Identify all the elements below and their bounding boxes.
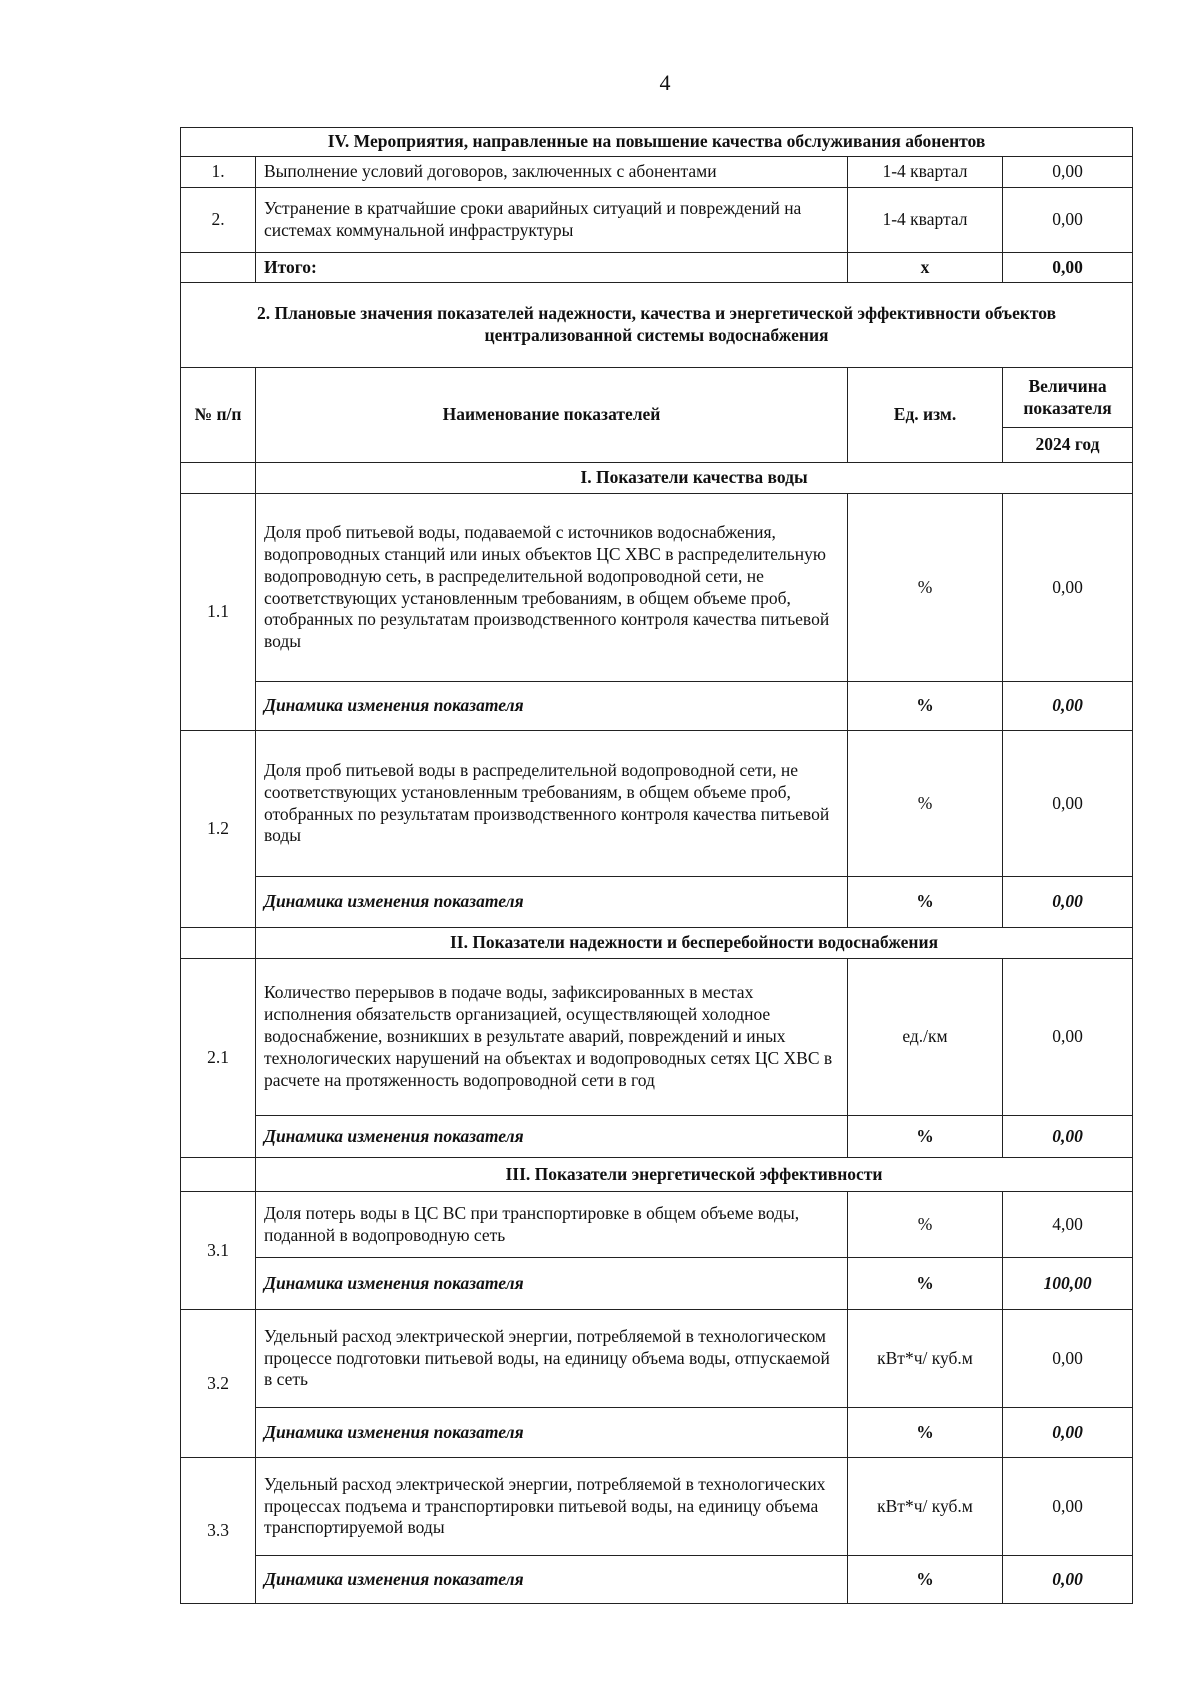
row-name: Выполнение условий договоров, заключенных с абонентами <box>256 157 848 188</box>
group-title-row <box>181 463 1133 494</box>
dynamics-value: 0,00 <box>1003 1556 1133 1604</box>
item-number: 3.3 <box>181 1458 256 1604</box>
dynamics-unit: % <box>848 682 1003 731</box>
row-value: 0,00 <box>1003 188 1133 253</box>
dynamics-value: 0,00 <box>1003 877 1133 928</box>
item-name: Доля проб питьевой воды в распределительной водопроводной сети, не соответствующих установленным требованиям, в общем объеме проб, отобранных по результатам производственного контроля качества питьевой воды <box>256 731 848 877</box>
item-name: Количество перерывов в подаче воды, зафиксированных в местах исполнения обязательств организацией, осуществляющей холодное водоснабжение, возникших в результате аварий, повреждений и иных технологических нарушений на объектах и водопроводных сетях ЦС ХВС в расчете на протяженность водопроводной сети в год <box>256 959 848 1116</box>
item-name: Доля проб питьевой воды, подаваемой с источников водоснабжения, водопроводных станций или иных объектов ЦС ХВС в распределительную водопроводную сеть, в распределительной водопроводной сети, не соответствующих установленным требованиям, в общем объеме проб, отобранных по результатам производственного контроля качества питьевой воды <box>256 494 848 682</box>
table-row <box>181 1192 1133 1258</box>
section-2-title-row <box>181 283 1133 368</box>
section-2-title: 2. Плановые значения показателей надежности, качества и энергетической эффективности объектов централизованной системы водоснабжения <box>181 283 1133 368</box>
item-value: 0,00 <box>1003 959 1133 1116</box>
total-value: 0,00 <box>1003 253 1133 283</box>
dynamics-label: Динамика изменения показателя <box>256 1408 848 1458</box>
dynamics-row <box>181 1408 1133 1458</box>
total-label: Итого: <box>256 253 848 283</box>
dynamics-label: Динамика изменения показателя <box>256 1258 848 1310</box>
item-unit: ед./км <box>848 959 1003 1116</box>
item-unit: % <box>848 731 1003 877</box>
item-value: 0,00 <box>1003 1458 1133 1556</box>
group-title: II. Показатели надежности и бесперебойности водоснабжения <box>256 928 1133 959</box>
header-row <box>181 368 1133 428</box>
item-value: 0,00 <box>1003 731 1133 877</box>
dynamics-label: Динамика изменения показателя <box>256 1556 848 1604</box>
dynamics-label: Динамика изменения показателя <box>256 877 848 928</box>
header-value: Величина показателя <box>1003 368 1133 428</box>
table-row <box>181 157 1133 188</box>
dynamics-value: 0,00 <box>1003 1408 1133 1458</box>
group-title-row <box>181 928 1133 959</box>
group-title: I. Показатели качества воды <box>256 463 1133 494</box>
indicators-table <box>180 127 1133 1604</box>
total-empty-cell <box>181 253 256 283</box>
row-number: 2. <box>181 188 256 253</box>
item-unit: кВт*ч/ куб.м <box>848 1310 1003 1408</box>
header-unit: Ед. изм. <box>848 368 1003 463</box>
row-period: 1-4 квартал <box>848 188 1003 253</box>
dynamics-row <box>181 877 1133 928</box>
row-period: 1-4 квартал <box>848 157 1003 188</box>
dynamics-row <box>181 682 1133 731</box>
group-empty-cell <box>181 463 256 494</box>
row-name: Устранение в кратчайшие сроки аварийных ситуаций и повреждений на системах коммунальной инфраструктуры <box>256 188 848 253</box>
item-unit: кВт*ч/ куб.м <box>848 1458 1003 1556</box>
dynamics-value: 100,00 <box>1003 1258 1133 1310</box>
item-name: Удельный расход электрической энергии, потребляемой в технологических процессах подъема и транспортировки питьевой воды, на единицу объема транспортируемой воды <box>256 1458 848 1556</box>
dynamics-row <box>181 1556 1133 1604</box>
table-row <box>181 731 1133 877</box>
dynamics-unit: % <box>848 1556 1003 1604</box>
item-name: Удельный расход электрической энергии, потребляемой в технологическом процессе подготовки питьевой воды, на единицу объема воды, отпускаемой в сеть <box>256 1310 848 1408</box>
row-number: 1. <box>181 157 256 188</box>
dynamics-value: 0,00 <box>1003 1116 1133 1158</box>
header-number: № п/п <box>181 368 256 463</box>
row-value: 0,00 <box>1003 157 1133 188</box>
item-number: 3.2 <box>181 1310 256 1458</box>
dynamics-unit: % <box>848 1408 1003 1458</box>
item-number: 3.1 <box>181 1192 256 1310</box>
section-iv-title-row <box>181 128 1133 157</box>
table-row <box>181 959 1133 1116</box>
header-name: Наименование показателей <box>256 368 848 463</box>
dynamics-unit: % <box>848 1116 1003 1158</box>
header-year: 2024 год <box>1003 428 1133 463</box>
item-number: 1.2 <box>181 731 256 928</box>
dynamics-unit: % <box>848 877 1003 928</box>
dynamics-unit: % <box>848 1258 1003 1310</box>
page-number: 4 <box>659 70 671 95</box>
dynamics-row <box>181 1258 1133 1310</box>
item-name: Доля потерь воды в ЦС ВС при транспортировке в общем объеме воды, поданной в водопроводную сеть <box>256 1192 848 1258</box>
dynamics-label: Динамика изменения показателя <box>256 1116 848 1158</box>
section-iv-title: IV. Мероприятия, направленные на повышение качества обслуживания абонентов <box>181 128 1133 157</box>
group-title-row <box>181 1158 1133 1192</box>
table-row <box>181 494 1133 682</box>
dynamics-label: Динамика изменения показателя <box>256 682 848 731</box>
item-unit: % <box>848 494 1003 682</box>
dynamics-value: 0,00 <box>1003 682 1133 731</box>
total-period: х <box>848 253 1003 283</box>
item-number: 2.1 <box>181 959 256 1158</box>
item-unit: % <box>848 1192 1003 1258</box>
group-empty-cell <box>181 1158 256 1192</box>
group-empty-cell <box>181 928 256 959</box>
item-value: 0,00 <box>1003 494 1133 682</box>
table-row <box>181 1310 1133 1408</box>
item-value: 4,00 <box>1003 1192 1133 1258</box>
table-row <box>181 1458 1133 1556</box>
total-row <box>181 253 1133 283</box>
item-value: 0,00 <box>1003 1310 1133 1408</box>
table-row <box>181 188 1133 253</box>
dynamics-row <box>181 1116 1133 1158</box>
group-title: III. Показатели энергетической эффективности <box>256 1158 1133 1192</box>
item-number: 1.1 <box>181 494 256 731</box>
